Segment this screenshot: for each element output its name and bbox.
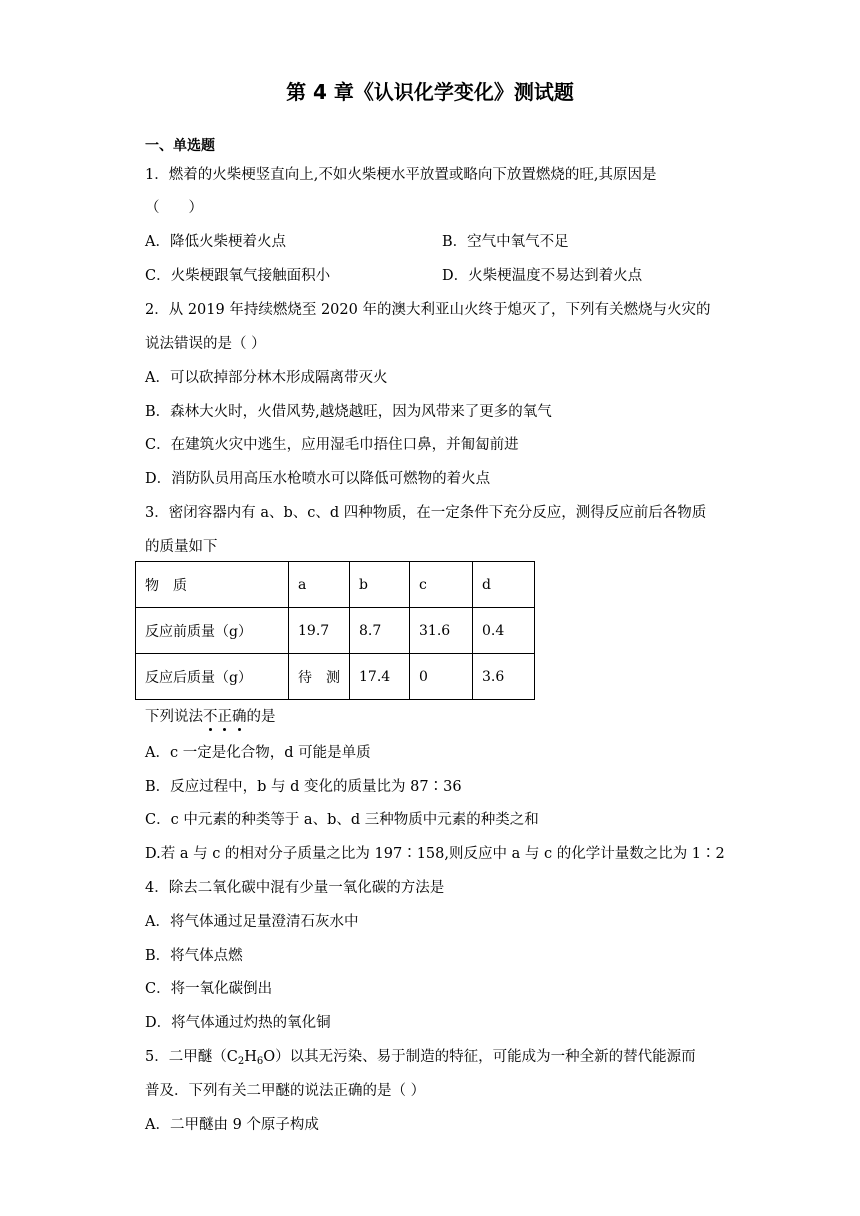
emphasis-char: 不 — [203, 709, 218, 725]
q3-stem-line2: 的质量如下 — [145, 539, 218, 555]
mass-table — [135, 561, 535, 700]
q4-option-c: C．将一氧化碳倒出 — [145, 981, 273, 997]
emphasis-char: 正 — [217, 709, 232, 725]
q2-option-b: B．森林大火时，火借风势,越烧越旺，因为风带来了更多的氧气 — [145, 404, 552, 420]
table-cell: b — [350, 562, 410, 608]
q2-stem-line2: 说法错误的是（ ） — [145, 336, 266, 352]
table-row — [136, 654, 535, 700]
page-title: 第 4 章《认识化学变化》测试题 — [286, 80, 574, 104]
q4-option-d: D．将气体通过灼热的氧化铜 — [145, 1015, 331, 1031]
q4-option-b: B．将气体点燃 — [145, 948, 243, 964]
q2-option-d: D．消防队员用高压水枪喷水可以降低可燃物的着火点 — [145, 471, 491, 487]
q3-option-a: A．c 一定是化合物，d 可能是单质 — [145, 745, 371, 761]
q5-stem-post: O）以其无污染、易于制造的特征，可能成为一种全新的替代能源而 — [263, 1049, 696, 1065]
table-cell: 19.7 — [289, 608, 350, 654]
table-cell: 反应后质量（g） — [136, 654, 289, 700]
q5-stem-line2: 普及．下列有关二甲醚的说法正确的是（ ） — [145, 1083, 426, 1099]
q3-option-b: B．反应过程中，b 与 d 变化的质量比为 87∶36 — [145, 779, 462, 795]
table-cell: 31.6 — [410, 608, 473, 654]
q3-prompt — [145, 705, 276, 726]
table-cell: 待 测 — [289, 654, 350, 700]
table-cell: 0 — [410, 654, 473, 700]
subscript: 2 — [237, 1056, 245, 1067]
q5-stem-h: H — [244, 1049, 257, 1065]
q1-option-b: B．空气中氧气不足 — [442, 234, 569, 250]
table-cell: 3.6 — [473, 654, 535, 700]
q2-option-c: C．在建筑火灾中逃生，应用湿毛巾捂住口鼻，并匍匐前进 — [145, 437, 519, 453]
q4-option-a: A．将气体通过足量澄清石灰水中 — [145, 914, 359, 930]
q3-stem-line1: 3．密闭容器内有 a、b、c、d 四种物质，在一定条件下充分反应，测得反应前后各物质 — [145, 505, 707, 521]
q1-blank: （ ） — [145, 200, 203, 216]
q1-option-a: A．降低火柴梗着火点 — [145, 234, 286, 250]
q3-option-d: D.若 a 与 c 的相对分子质量之比为 197∶158,则反应中 a 与 c 的化学计量数之比为 1∶2 — [145, 846, 725, 862]
table-cell: 8.7 — [350, 608, 410, 654]
q2-stem-line1: 2．从 2019 年持续燃烧至 2020 年的澳大利亚山火终于熄灭了，下列有关燃烧与火灾的 — [145, 302, 711, 318]
q2-option-a: A．可以砍掉部分林木形成隔离带灭火 — [145, 370, 388, 386]
section-heading: 一、单选题 — [145, 138, 215, 154]
q3-option-c: C．c 中元素的种类等于 a、b、d 三种物质中元素的种类之和 — [145, 812, 539, 828]
q4-stem: 4．除去二氧化碳中混有少量一氧化碳的方法是 — [145, 880, 445, 896]
table-cell: 物 质 — [136, 562, 289, 608]
table-cell: 17.4 — [350, 654, 410, 700]
table-cell: d — [473, 562, 535, 608]
q1-option-c: C．火柴梗跟氧气接触面积小 — [145, 268, 331, 284]
q3-prompt-post: 的是 — [246, 709, 276, 725]
q3-prompt-pre: 下列说法 — [145, 709, 203, 725]
q5-stem-pre: 5．二甲醚（C — [145, 1049, 238, 1065]
q1-option-d: D．火柴梗温度不易达到着火点 — [442, 268, 643, 284]
table-row — [136, 608, 535, 654]
emphasis-char: 确 — [232, 709, 247, 725]
q5-stem-line1 — [145, 1045, 696, 1066]
q1-stem: 1．燃着的火柴梗竖直向上,不如火柴梗水平放置或略向下放置燃烧的旺,其原因是 — [145, 167, 657, 183]
table-row — [136, 562, 535, 608]
table-cell: 反应前质量（g） — [136, 608, 289, 654]
table-cell: 0.4 — [473, 608, 535, 654]
q5-option-a: A．二甲醚由 9 个原子构成 — [145, 1117, 319, 1133]
table-cell: a — [289, 562, 350, 608]
subscript: 6 — [256, 1056, 264, 1067]
table-cell: c — [410, 562, 473, 608]
